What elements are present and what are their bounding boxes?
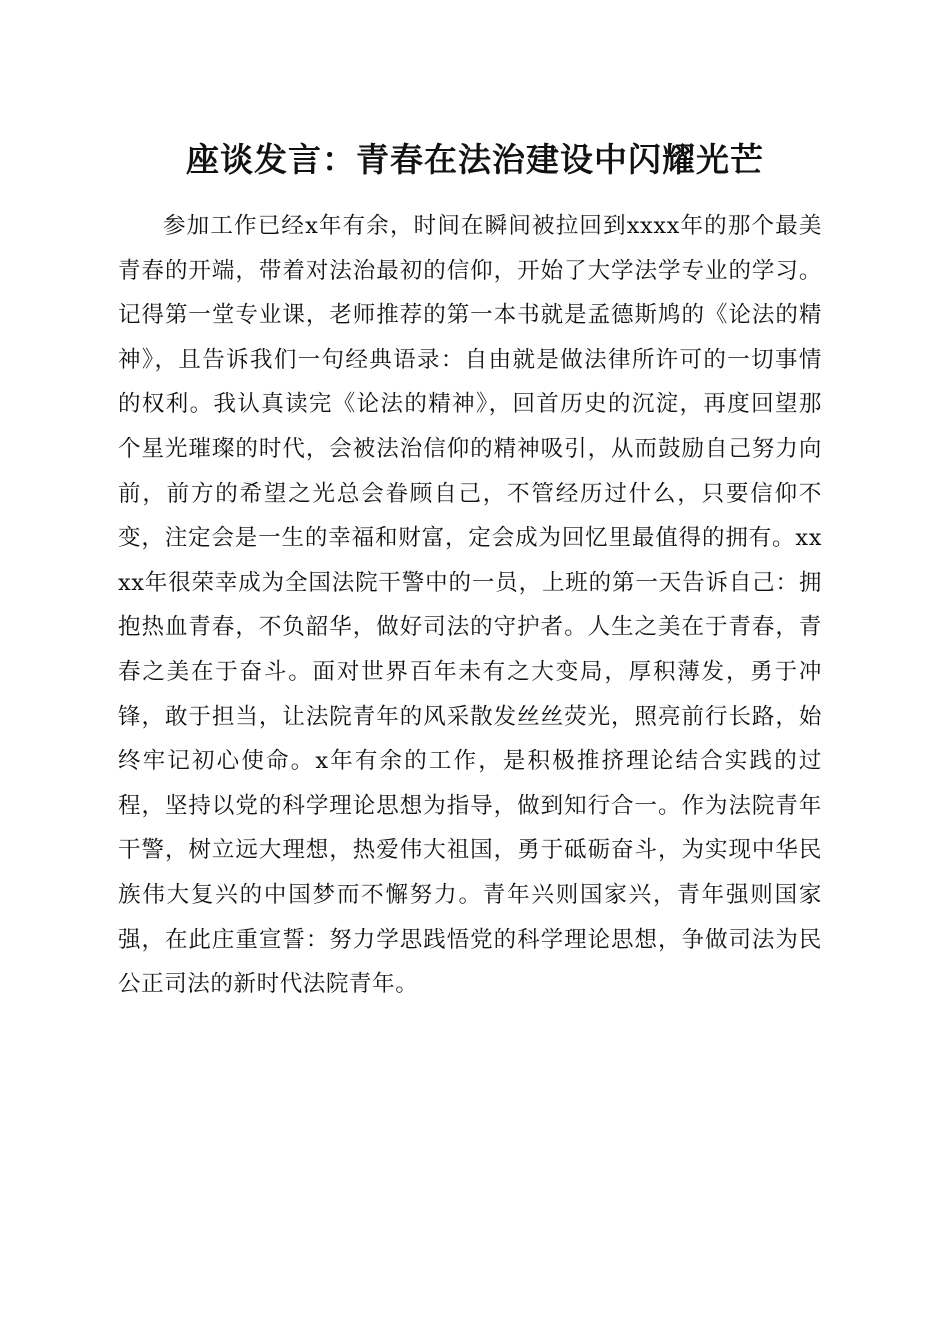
- document-title: 座谈发言：青春在法治建设中闪耀光芒: [186, 140, 764, 179]
- body-paragraph: 参加工作已经x年有余，时间在瞬间被拉回到xxxx年的那个最美青春的开端，带着对法治最初的信仰，开始了大学法学专业的学习。记得第一堂专业课，老师推荐的第一本书就是孟德斯鸠的《论法的精神》，且告诉我们一句经典语录：自由就是做法律所许可的一切事情的权利。我认真读完《论法的精神》，回首历史的沉淀，再度回望那个星光璀璨的时代，会被法治信仰的精神吸引，从而鼓励自己努力向前，前方的希望之光总会眷顾自己，不管经历过什么，只要信仰不变，注定会是一生的幸福和财富，定会成为回忆里最值得的拥有。xxxx年很荣幸成为全国法院干警中的一员，上班的第一天告诉自己：拥抱热血青春，不负韶华，做好司法的守护者。人生之美在于青春，青春之美在于奋斗。面对世界百年未有之大变局，厚积薄发，勇于冲锋，敢于担当，让法院青年的风采散发丝丝荧光，照亮前行长路，始终牢记初心使命。x年有余的工作，是积极推挤理论结合实践的过程，坚持以党的科学理论思想为指导，做到知行合一。作为法院青年干警，树立远大理想，热爱伟大祖国，勇于砥砺奋斗，为实现中华民族伟大复兴的中国梦而不懈努力。青年兴则国家兴，青年强则国家强，在此庄重宣誓：努力学思践悟党的科学理论思想，争做司法为民公正司法的新时代法院青年。: [118, 213, 822, 998]
